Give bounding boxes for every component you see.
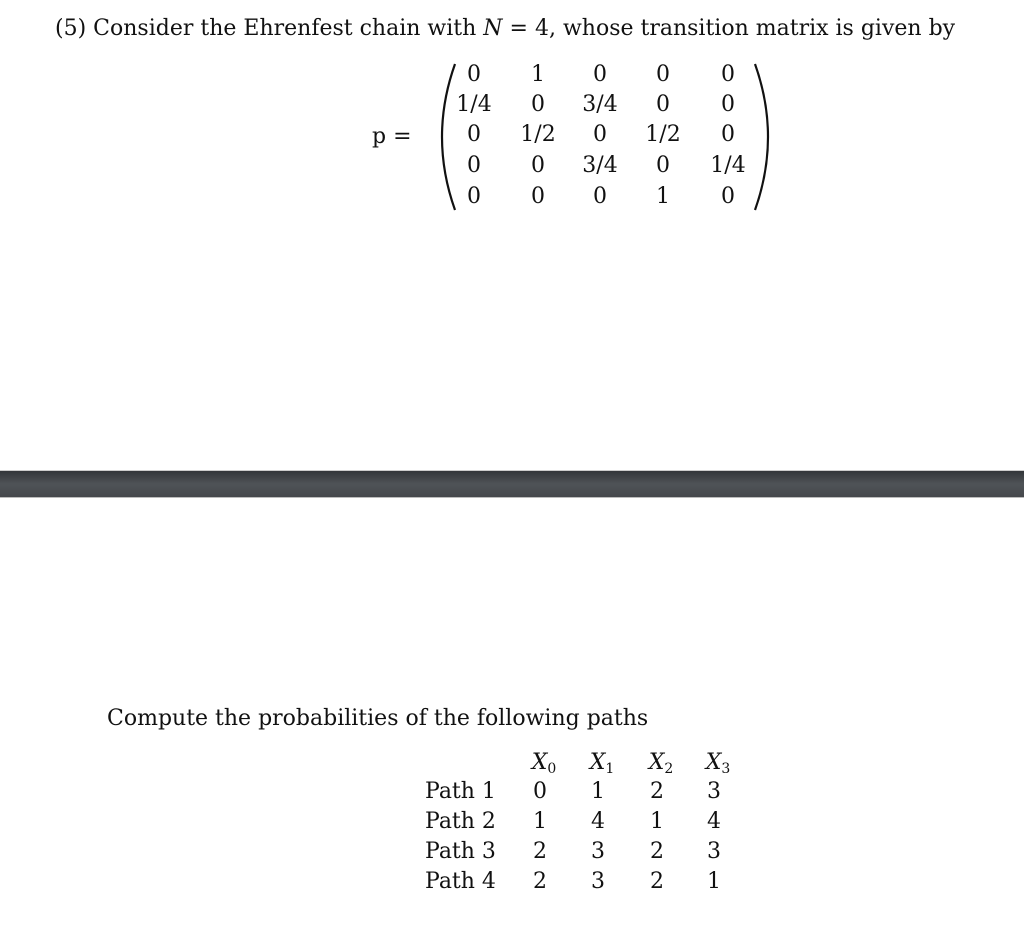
matrix-cell: 1/4 <box>456 92 492 117</box>
table-cell: 2 <box>533 839 547 864</box>
matrix-cell: 0 <box>531 153 545 178</box>
problem-intro: Consider the Ehrenfest chain with <box>93 16 477 41</box>
question-text: Compute the probabilities of the following paths <box>107 706 649 731</box>
table-cell: 4 <box>707 809 721 834</box>
matrix-cell: 0 <box>721 92 735 117</box>
matrix-cell: 0 <box>593 62 607 87</box>
table-cell: 2 <box>650 869 664 894</box>
column-header: $X_0$ <box>531 750 557 777</box>
matrix-cell: 0 <box>656 153 670 178</box>
column-header: $X_2$ <box>648 750 674 777</box>
matrix-cell: 1/2 <box>520 122 556 147</box>
left-paren-icon <box>425 62 465 212</box>
matrix-cell: 0 <box>467 184 481 209</box>
table-cell: 2 <box>650 779 664 804</box>
matrix-cell: 0 <box>467 122 481 147</box>
matrix-cell: 1/2 <box>645 122 681 147</box>
matrix-cell: 1/4 <box>710 153 746 178</box>
table-cell: 3 <box>591 869 605 894</box>
matrix-cell: 0 <box>593 184 607 209</box>
table-cell: 2 <box>533 869 547 894</box>
matrix-cell: 0 <box>467 153 481 178</box>
table-cell: 2 <box>650 839 664 864</box>
matrix-cell: 0 <box>531 184 545 209</box>
row-label: Path 1 <box>425 779 496 804</box>
matrix-cell: 3/4 <box>582 153 618 178</box>
n-variable: N <box>483 16 503 41</box>
problem-rest: whose transition matrix is given by <box>562 16 956 41</box>
right-paren-icon <box>745 62 785 212</box>
table-cell: 0 <box>533 779 547 804</box>
matrix-cell: 0 <box>531 92 545 117</box>
matrix-cell: 0 <box>721 62 735 87</box>
problem-statement <box>55 16 955 41</box>
matrix-label: p = <box>372 124 412 149</box>
matrix-cell: 3/4 <box>582 92 618 117</box>
matrix-cell: 0 <box>721 184 735 209</box>
table-cell: 3 <box>707 839 721 864</box>
page-divider-bar <box>0 470 1024 498</box>
table-cell: 1 <box>707 869 721 894</box>
column-header: $X_3$ <box>705 750 731 777</box>
row-label: Path 4 <box>425 869 496 894</box>
row-label: Path 2 <box>425 809 496 834</box>
table-cell: 1 <box>591 779 605 804</box>
row-label: Path 3 <box>425 839 496 864</box>
matrix-cell: 0 <box>656 92 670 117</box>
matrix-cell: 0 <box>467 62 481 87</box>
matrix-cell: 1 <box>656 184 670 209</box>
table-cell: 3 <box>591 839 605 864</box>
matrix-cell: 1 <box>531 62 545 87</box>
table-cell: 3 <box>707 779 721 804</box>
n-value: = 4, <box>509 16 556 41</box>
table-cell: 1 <box>650 809 664 834</box>
matrix-cell: 0 <box>593 122 607 147</box>
problem-number: (5) <box>55 16 87 41</box>
table-cell: 4 <box>591 809 605 834</box>
matrix-cell: 0 <box>721 122 735 147</box>
table-cell: 1 <box>533 809 547 834</box>
column-header: $X_1$ <box>589 750 615 777</box>
matrix-cell: 0 <box>656 62 670 87</box>
